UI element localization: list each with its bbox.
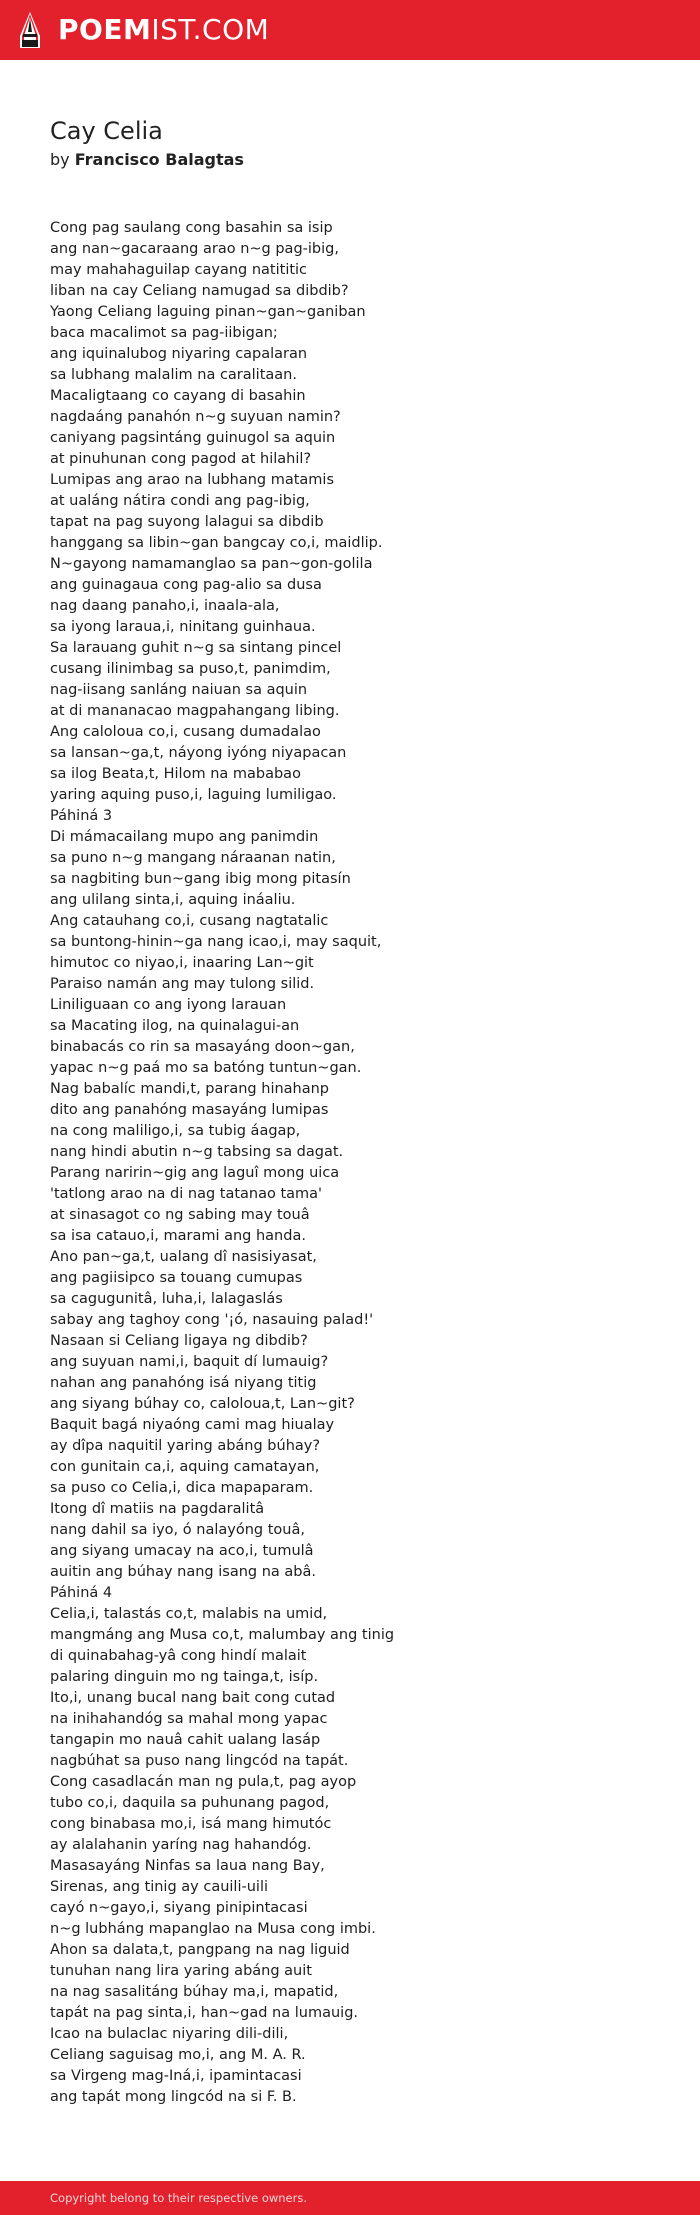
poem-line: auitin ang búhay nang isang na abâ. — [50, 1564, 316, 1580]
poem-line: Liniliguaan co ang iyong larauan — [50, 997, 287, 1013]
poem-line: sa lubhang malalim na caralitaan. — [50, 367, 297, 383]
poem-line: nagdaáng panahón n~g suyuan namin? — [50, 409, 341, 425]
site-logo-link[interactable] — [16, 10, 269, 50]
poem-line: mangmáng ang Musa co,t, malumbay ang tinig — [50, 1627, 395, 1643]
poem-line: ang guinagaua cong pag-alio sa dusa — [50, 577, 322, 593]
poem-line: caniyang pagsintáng guinugol sa aquin — [50, 430, 336, 446]
poem-line: Macaligtaang co cayang di basahin — [50, 388, 306, 404]
poem-line: sa buntong-hinin~ga nang icao,i, may saquit, — [50, 934, 382, 950]
poem-line: ang siyang búhay co, caloloua,t, Lan~git? — [50, 1396, 355, 1412]
poem-line: sa puso co Celia,i, dica mapaparam. — [50, 1480, 314, 1496]
poem-line: n~g lubháng mapanglao na Musa cong imbi. — [50, 1921, 376, 1937]
poem-line: ang ulilang sinta,i, aquing ináaliu. — [50, 892, 296, 908]
poem-byline — [50, 149, 650, 171]
poem-line: sa Virgeng mag-Iná,i, ipamintacasi — [50, 2068, 302, 2084]
poem-line: Cong casadlacán man ng pula,t, pag ayop — [50, 1774, 357, 1790]
poem-line: sa Macating ilog, na quinalagui-an — [50, 1018, 300, 1034]
logo-text-bold: POEM — [58, 13, 152, 46]
poem-line: nahan ang panahóng isá niyang titig — [50, 1375, 317, 1391]
poem-line: tubo co,i, daquila sa puhunang pagod, — [50, 1795, 330, 1811]
poem-line: nagbúhat sa puso nang lingcód na tapát. — [50, 1753, 349, 1769]
poem-line: Ito,i, unang bucal nang bait cong cutad — [50, 1690, 336, 1706]
poem-line: at pinuhunan cong pagod at hilahil? — [50, 451, 312, 467]
poem-line: nang dahil sa iyo, ó nalayóng touâ, — [50, 1522, 305, 1538]
poem-line: sa isa catauo,i, marami ang handa. — [50, 1228, 306, 1244]
poem-line: sa ilog Beata,t, Hilom na mababao — [50, 766, 301, 782]
poem-line: binabacás co rin sa masayáng doon~gan, — [50, 1039, 355, 1055]
poem-line: Yaong Celiang laguing pinan~gan~ganiban — [50, 304, 366, 320]
poem-line: con gunitain ca,i, aquing camatayan, — [50, 1459, 320, 1475]
poem-line: Parang naririn~gig ang laguî mong uica — [50, 1165, 340, 1181]
poem-line: Paraiso namán ang may tulong silid. — [50, 976, 315, 992]
poem-line: Celia,i, talastás co,t, malabis na umid, — [50, 1606, 328, 1622]
poem-line: Cong pag saulang cong basahin sa isip — [50, 220, 333, 236]
poem-line: na nag sasalitáng búhay ma,i, mapatid, — [50, 1984, 339, 2000]
poem-line: Masasayáng Ninfas sa laua nang Bay, — [50, 1858, 325, 1874]
poem-line: Ahon sa dalata,t, pangpang na nag liguid — [50, 1942, 350, 1958]
poem-heading — [50, 116, 650, 171]
poem-line: may mahahaguilap cayang natititic — [50, 262, 308, 278]
poem-line: Nasaan si Celiang ligaya ng dibdib? — [50, 1333, 308, 1349]
poem-line: Ang caloloua co,i, cusang dumadalao — [50, 724, 321, 740]
poem-line: yapac n~g paá mo sa batóng tuntun~gan. — [50, 1060, 362, 1076]
poem-line: Nag babalíc mandi,t, parang hinahanp — [50, 1081, 330, 1097]
poem-line: ang iquinalubog niyaring capalaran — [50, 346, 308, 362]
poem-line: himutoc co niyao,i, inaaring Lan~git — [50, 955, 314, 971]
poem-line: sa cagugunitâ, luha,i, lalagaslás — [50, 1291, 283, 1307]
logo-text — [58, 10, 269, 50]
poem-line: Icao na bulaclac niyaring dili-dili, — [50, 2026, 289, 2042]
poem-line: na inihahandóg sa mahal mong yapac — [50, 1711, 328, 1727]
poem-line: nag-iisang sanláng naiuan sa aquin — [50, 682, 308, 698]
poem-line: hanggang sa libin~gan bangcay co,i, maidlip. — [50, 535, 383, 551]
page-marker: Páhiná 4 — [50, 1585, 113, 1601]
poem-body — [50, 218, 670, 2108]
copyright-text: Copyright belong to their respective owners. — [50, 2191, 308, 2205]
poem-line: tapát na pag sinta,i, han~gad na lumauig. — [50, 2005, 359, 2021]
pen-nib-icon — [16, 10, 44, 50]
poem-line: ang nan~gacaraang arao n~g pag-ibig, — [50, 241, 339, 257]
poem-line: ang siyang umacay na aco,i, tumulâ — [50, 1543, 314, 1559]
poem-line: sa puno n~g mangang náraanan natin, — [50, 850, 336, 866]
poem-line: cusang ilinimbag sa puso,t, panimdim, — [50, 661, 331, 677]
poem-line: ang pagiisipco sa touang cumupas — [50, 1270, 303, 1286]
poem-line: 'tatlong arao na di nag tatanao tama' — [50, 1186, 323, 1202]
poem-line: sa nagbiting bun~gang ibig mong pitasín — [50, 871, 351, 887]
poem-line: Celiang saguisag mo,i, ang M. A. R. — [50, 2047, 306, 2063]
poem-line: nang hindi abutin n~g tabsing sa dagat. — [50, 1144, 344, 1160]
poem-line: Di mámacailang mupo ang panimdin — [50, 829, 319, 845]
page-marker: Páhiná 3 — [50, 808, 113, 824]
poem-line: Ang catauhang co,i, cusang nagtatalic — [50, 913, 329, 929]
poem-line: cong binabasa mo,i, isá mang himutóc — [50, 1816, 332, 1832]
poem-line: ang suyuan nami,i, baquit dí lumauig? — [50, 1354, 329, 1370]
poem-line: Sa larauang guhit n~g sa sintang pincel — [50, 640, 342, 656]
poem-line: sabay ang taghoy cong '¡ó, nasauing palad!' — [50, 1312, 374, 1328]
poem-line: palaring dinguin mo ng tainga,t, isíp. — [50, 1669, 319, 1685]
poem-line: Itong dî matiis na pagdaralitâ — [50, 1501, 265, 1517]
poem-line: N~gayong namamanglao sa pan~gon-golila — [50, 556, 373, 572]
poem-line: nag daang panaho,i, inaala-ala, — [50, 598, 280, 614]
poem-line: at sinasagot co ng sabing may touâ — [50, 1207, 310, 1223]
poem-line: baca macalimot sa pag-iibigan; — [50, 325, 278, 341]
poem-line: yaring aquing puso,i, laguing lumiligao. — [50, 787, 337, 803]
site-header — [0, 0, 700, 60]
poem-line: cayó n~gayo,i, siyang pinipintacasi — [50, 1900, 308, 1916]
logo-text-light: IST.COM — [151, 13, 270, 46]
poem-line: Sirenas, ang tinig ay cauili-uili — [50, 1879, 268, 1895]
poem-line: liban na cay Celiang namugad sa dibdib? — [50, 283, 349, 299]
poem-line: na cong maliligo,i, sa tubig áagap, — [50, 1123, 301, 1139]
poem-line: ay alalahanin yaríng nag hahandóg. — [50, 1837, 312, 1853]
poem-line: sa iyong laraua,i, ninitang guinhaua. — [50, 619, 316, 635]
poem-line: Lumipas ang arao na lubhang matamis — [50, 472, 334, 488]
poem-line: tunuhan nang lira yaring abáng auit — [50, 1963, 312, 1979]
poem-line: ay dîpa naquitil yaring abáng búhay? — [50, 1438, 321, 1454]
poem-line: di quinabahag-yâ cong hindí malait — [50, 1648, 307, 1664]
site-footer — [0, 2181, 700, 2215]
poem-line: Ano pan~ga,t, ualang dî nasisiyasat, — [50, 1249, 317, 1265]
author-link[interactable]: Francisco Balagtas — [74, 150, 244, 169]
poem-line: ang tapát mong lingcód na si F. B. — [50, 2089, 297, 2105]
poem-line: at ualáng nátira condi ang pag-ibig, — [50, 493, 310, 509]
poem-line: dito ang panahóng masayáng lumipas — [50, 1102, 329, 1118]
poem-line: tapat na pag suyong lalagui sa dibdib — [50, 514, 324, 530]
poem-line: at di mananacao magpahangang libing. — [50, 703, 340, 719]
byline-prefix: by — [50, 150, 70, 169]
poem-line: sa lansan~ga,t, náyong iyóng niyapacan — [50, 745, 347, 761]
poem-line: Baquit bagá niyaóng cami mag hiualay — [50, 1417, 335, 1433]
poem-title: Cay Celia — [50, 117, 163, 145]
poem-line: tangapin mo nauâ cahit ualang lasáp — [50, 1732, 321, 1748]
